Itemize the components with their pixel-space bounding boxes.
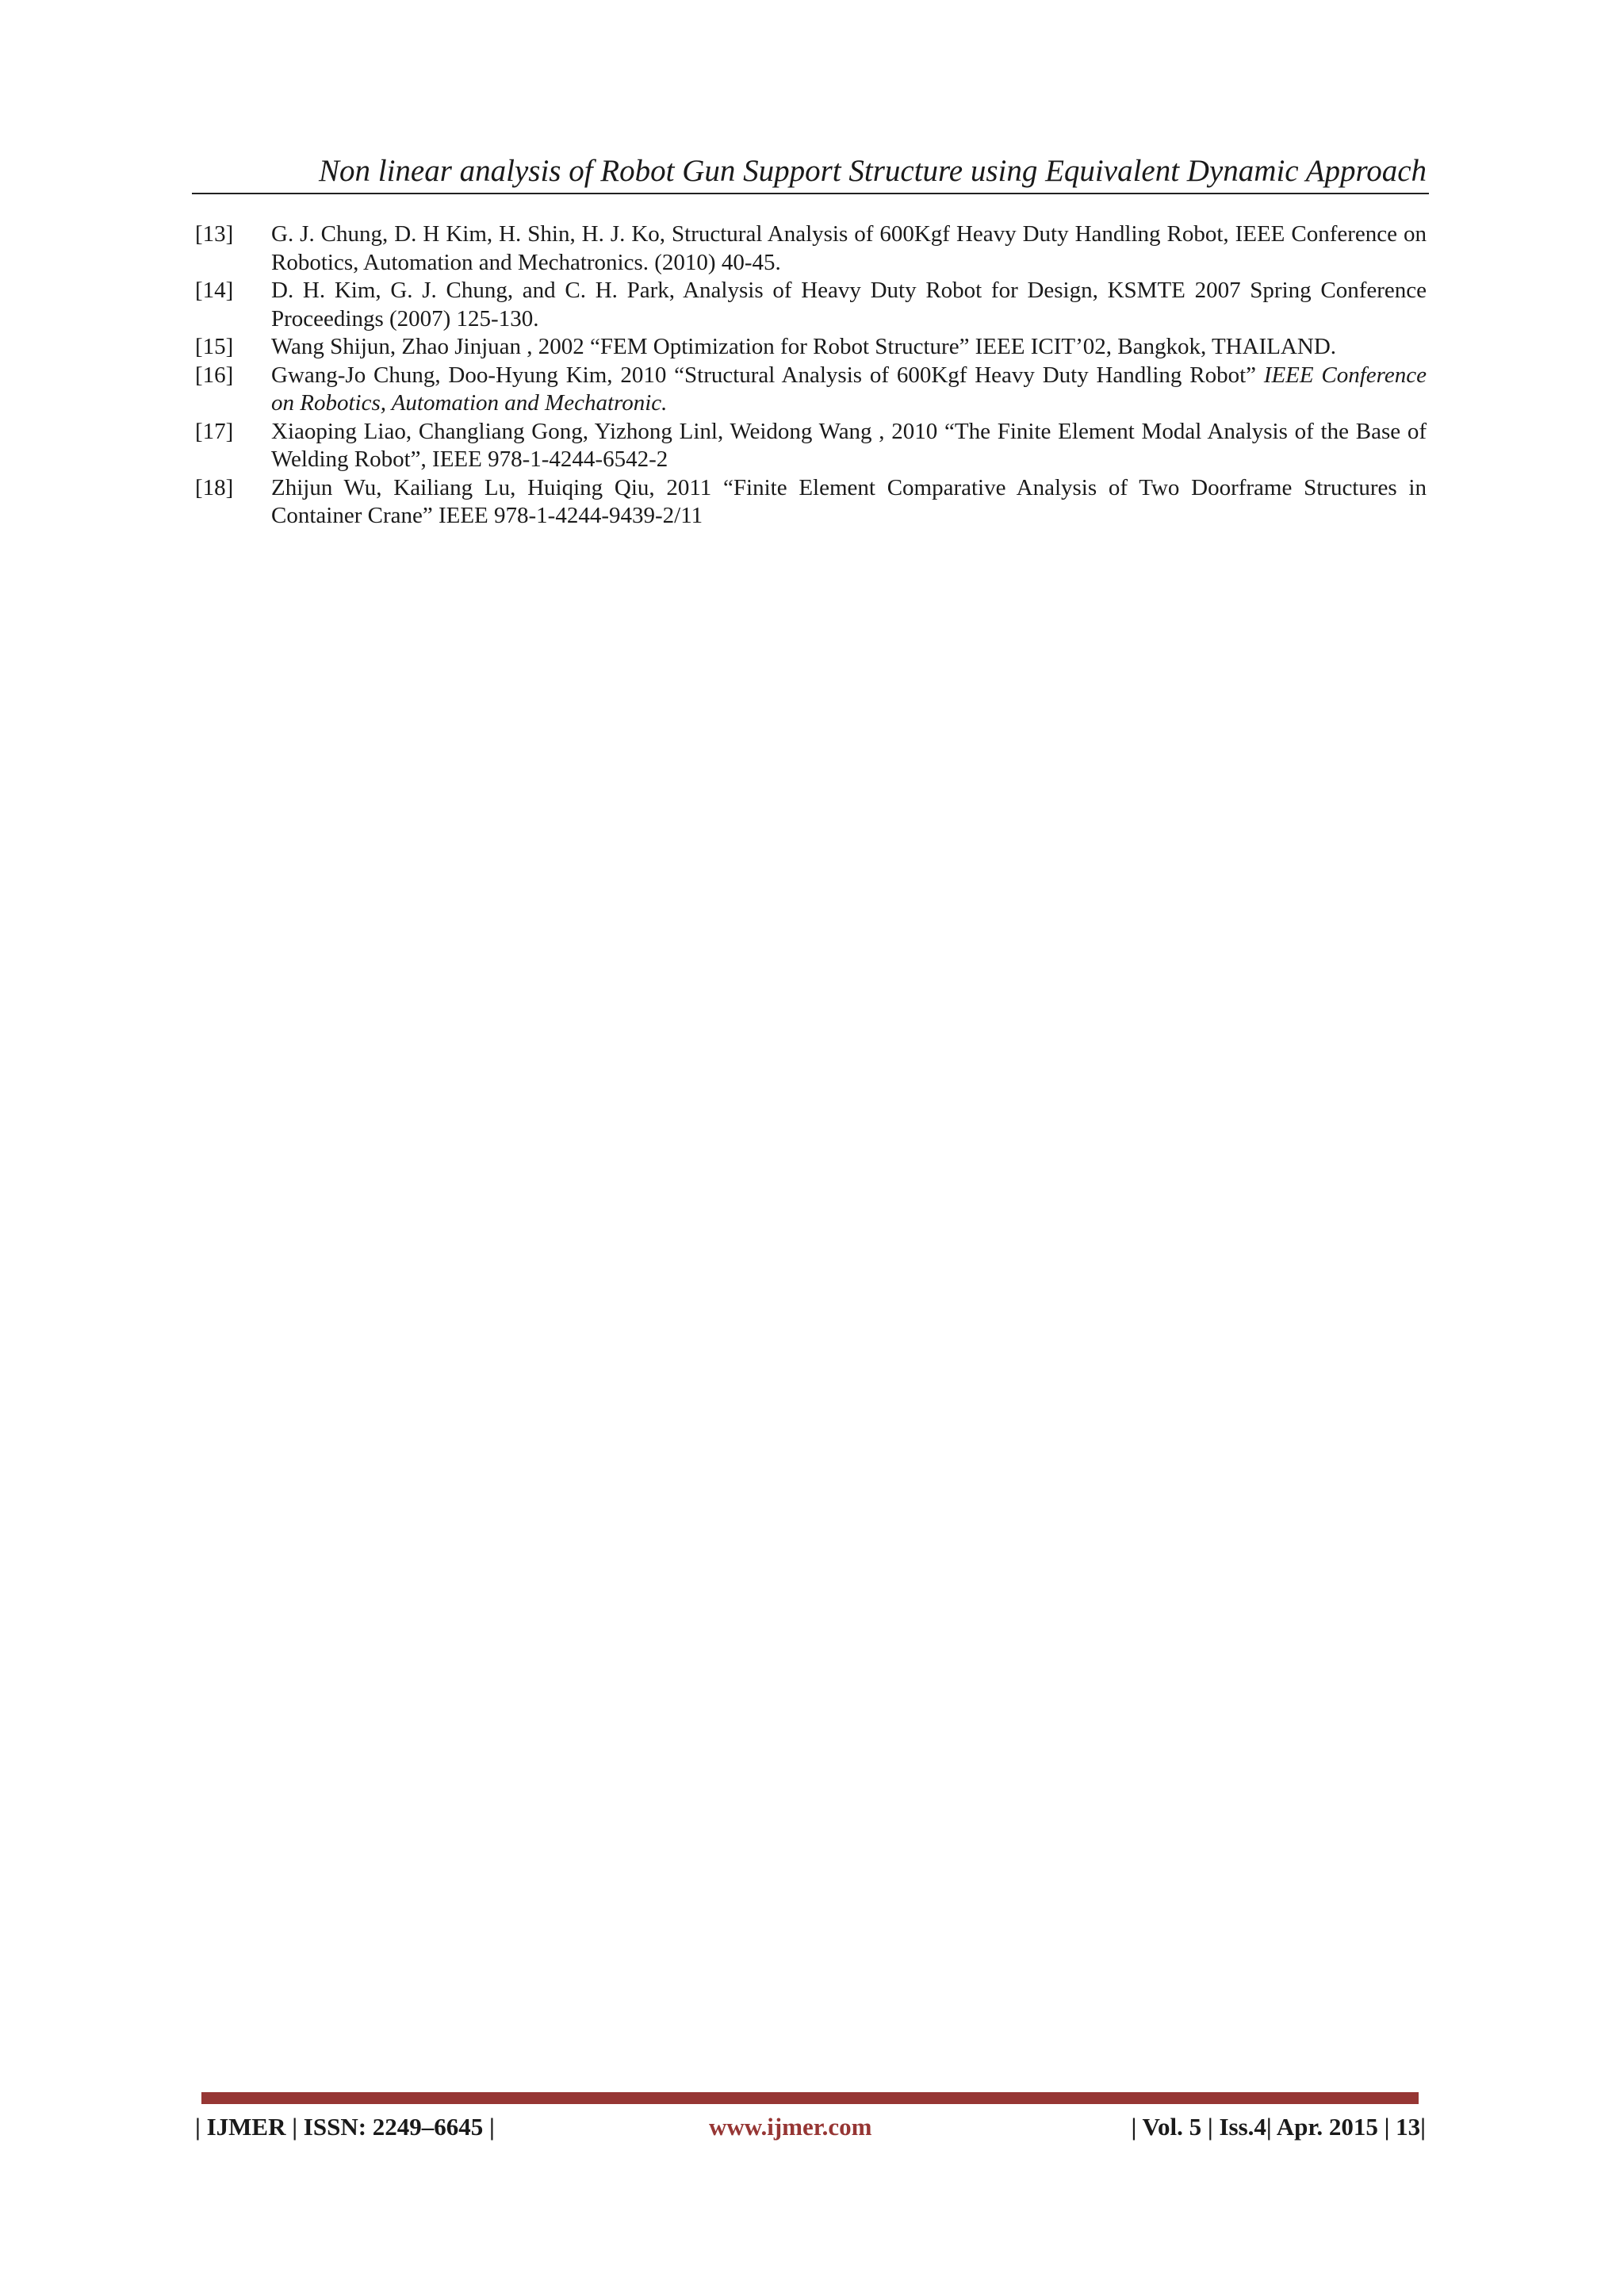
reference-text: Gwang-Jo Chung, Doo-Hyung Kim, 2010 “Structural Analysis of 600Kgf Heavy Duty Handling Robot” <box>271 362 1264 388</box>
footer-volume-page: | Vol. 5 | Iss.4| Apr. 2015 | 13| <box>1131 2113 1426 2141</box>
reference-number: [15] <box>195 334 234 359</box>
reference-item <box>195 474 1427 531</box>
reference-text: G. J. Chung, D. H Kim, H. Shin, H. J. Ko, Structural Analysis of 600Kgf Heavy Duty Handling Robot, IEEE Conference on Robotics, Automation and Mechatronics. (2010) 40-45. <box>271 221 1427 275</box>
reference-number: [14] <box>195 278 234 303</box>
page-footer <box>195 2110 1426 2145</box>
reference-number: [13] <box>195 221 234 247</box>
reference-number: [17] <box>195 418 234 444</box>
running-header-title: Non linear analysis of Robot Gun Support Structure using Equivalent Dynamic Approach <box>318 154 1427 188</box>
reference-item <box>195 220 1427 277</box>
header-divider <box>192 193 1429 194</box>
reference-text: Wang Shijun, Zhao Jinjuan , 2002 “FEM Optimization for Robot Structure” IEEE ICIT’02, Bangkok, THAILAND. <box>271 334 1337 359</box>
footer-website-link[interactable]: www.ijmer.com <box>709 2113 872 2141</box>
footer-accent-bar <box>201 2092 1419 2104</box>
reference-number: [16] <box>195 362 234 388</box>
reference-item <box>195 333 1427 362</box>
reference-item <box>195 362 1427 418</box>
reference-text: D. H. Kim, G. J. Chung, and C. H. Park, Analysis of Heavy Duty Robot for Design, KSMTE 2007 Spring Conference Proceedings (2007) 125-130. <box>271 278 1427 332</box>
reference-item <box>195 418 1427 474</box>
reference-list <box>195 220 1427 531</box>
reference-text: Xiaoping Liao, Changliang Gong, Yizhong Linl, Weidong Wang , 2010 “The Finite Element Modal Analysis of the Base of Welding Robot”, IEEE 978-1-4244-6542-2 <box>271 418 1427 472</box>
reference-number: [18] <box>195 474 234 500</box>
footer-journal-issn: | IJMER | ISSN: 2249–6645 | <box>195 2113 495 2141</box>
reference-venue-italic: IEEE Conference on Robotics, Automation and Mechatronic. <box>271 362 1427 416</box>
reference-text: Zhijun Wu, Kailiang Lu, Huiqing Qiu, 2011 “Finite Element Comparative Analysis of Two Doorframe Structures in Container Crane” IEEE 978-1-4244-9439-2/11 <box>271 474 1427 528</box>
reference-item <box>195 277 1427 333</box>
